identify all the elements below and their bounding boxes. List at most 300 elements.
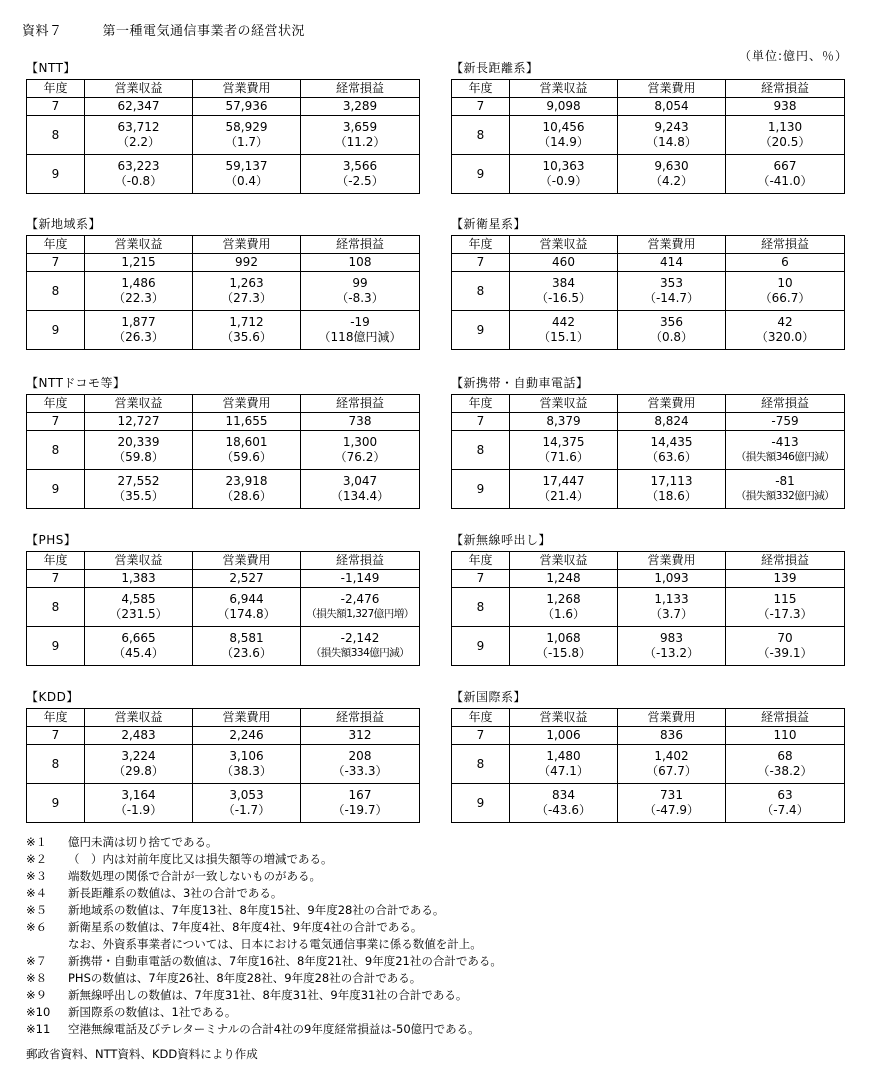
note-item [26, 953, 502, 970]
revenue-cell [510, 98, 618, 116]
table-row [452, 727, 845, 745]
expense-cell-value: 1,402 [654, 749, 689, 763]
expense-cell-value: 731 [660, 788, 683, 802]
note-item [26, 987, 502, 1004]
revenue-cell [85, 254, 193, 272]
table-header-row [452, 552, 845, 570]
column-header: 営業費用 [618, 552, 726, 570]
expense-cell-value: 57,936 [225, 99, 268, 113]
expense-cell-value: 1,263 [229, 276, 264, 290]
expense-cell-change: （3.7） [649, 607, 694, 621]
revenue-cell-change: （-16.5） [535, 291, 592, 305]
revenue-cell-value: 3,224 [121, 749, 156, 763]
table-row [27, 784, 420, 823]
revenue-cell [510, 413, 618, 431]
year-cell: 9 [27, 311, 85, 350]
column-header: 経常損益 [301, 236, 420, 254]
expense-cell-change: （38.3） [221, 764, 272, 778]
profit-cell-value: -2,476 [340, 592, 380, 606]
profit-cell [301, 727, 420, 745]
section-block [26, 375, 419, 509]
expense-cell-value: 8,054 [654, 99, 689, 113]
expense-cell [618, 570, 726, 588]
column-header: 営業費用 [193, 395, 301, 413]
year-cell: 7 [452, 570, 510, 588]
revenue-cell-value: 9,098 [546, 99, 581, 113]
expense-cell-value: 983 [660, 631, 683, 645]
column-header: 営業収益 [85, 552, 193, 570]
revenue-cell-value: 10,456 [542, 120, 585, 134]
profit-cell [726, 784, 845, 823]
year-cell: 7 [27, 727, 85, 745]
revenue-cell-change: （1.6） [541, 607, 586, 621]
note-item [26, 919, 502, 936]
revenue-cell-value: 1,068 [546, 631, 581, 645]
table-row [27, 727, 420, 745]
profit-cell [726, 627, 845, 666]
unit-note: （単位:億円、％） [738, 49, 848, 63]
expense-cell [618, 98, 726, 116]
column-header: 営業費用 [193, 552, 301, 570]
profit-cell-value: -413 [771, 435, 799, 449]
column-header: 営業収益 [85, 395, 193, 413]
revenue-cell [510, 784, 618, 823]
note-mark: ※４ [26, 886, 48, 900]
revenue-cell-value: 12,727 [117, 414, 160, 428]
column-header: 営業収益 [85, 709, 193, 727]
revenue-cell [85, 116, 193, 155]
column-header: 営業収益 [510, 80, 618, 98]
expense-cell [618, 116, 726, 155]
revenue-cell-change: （71.6） [538, 450, 589, 464]
table-row [27, 272, 420, 311]
profit-cell-value: -1,149 [340, 571, 380, 585]
revenue-cell [510, 155, 618, 194]
expense-cell [193, 98, 301, 116]
revenue-cell-change: （-1.9） [114, 803, 163, 817]
section-label: 【新携帯・自動車電話】 [451, 376, 589, 390]
title-label: 資料７ [22, 24, 63, 39]
year-cell: 9 [27, 784, 85, 823]
column-header: 経常損益 [301, 395, 420, 413]
profit-cell-change: （66.7） [759, 291, 811, 305]
revenue-cell-value: 4,585 [121, 592, 156, 606]
expense-cell [618, 431, 726, 470]
note-text: なお、外資系事業者については、日本における電気通信事業に係る数値を計上。 [68, 937, 482, 951]
note-item [26, 868, 502, 885]
revenue-cell [510, 745, 618, 784]
column-header: 営業収益 [85, 236, 193, 254]
note-item [26, 885, 502, 902]
revenue-cell [85, 470, 193, 509]
profit-cell-value: 70 [777, 631, 793, 645]
table-row [27, 745, 420, 784]
year-cell: 8 [27, 431, 85, 470]
revenue-cell-value: 1,248 [546, 571, 581, 585]
revenue-cell-value: 63,712 [117, 120, 160, 134]
table-row [27, 470, 420, 509]
section-block [451, 532, 844, 666]
profit-cell-value: 1,300 [342, 435, 378, 449]
revenue-cell [510, 431, 618, 470]
expense-cell-change: （1.7） [224, 135, 269, 149]
column-header: 営業収益 [510, 552, 618, 570]
source-note: 郵政省資料、NTT資料、KDD資料により作成 [26, 1047, 258, 1061]
revenue-cell-value: 3,164 [121, 788, 156, 802]
revenue-cell [85, 570, 193, 588]
revenue-cell-value: 14,375 [542, 435, 585, 449]
expense-cell [618, 727, 726, 745]
year-cell: 7 [452, 254, 510, 272]
profit-cell [301, 431, 420, 470]
revenue-cell [85, 627, 193, 666]
profit-cell-change: （-33.3） [332, 764, 388, 778]
column-header: 年度 [452, 236, 510, 254]
table-row [452, 431, 845, 470]
expense-cell [193, 413, 301, 431]
column-header: 経常損益 [726, 236, 845, 254]
column-header: 営業費用 [618, 236, 726, 254]
revenue-cell-value: 1,480 [546, 749, 581, 763]
expense-cell [618, 254, 726, 272]
expense-cell-change: （35.6） [221, 330, 272, 344]
profit-cell [301, 272, 420, 311]
column-header: 経常損益 [301, 552, 420, 570]
profit-cell-change: （134.4） [330, 489, 390, 503]
note-text: 端数処理の関係で合計が一致しないものがある。 [68, 869, 321, 883]
column-header: 年度 [452, 395, 510, 413]
section-label: 【NTTドコモ等】 [26, 376, 126, 390]
table-header-row [452, 709, 845, 727]
revenue-cell [510, 254, 618, 272]
expense-cell-value: 23,918 [225, 474, 268, 488]
note-mark: ※９ [26, 988, 48, 1002]
column-header: 経常損益 [726, 552, 845, 570]
revenue-cell-change: （22.3） [113, 291, 164, 305]
table-row [452, 98, 845, 116]
revenue-cell-value: 460 [552, 255, 575, 269]
revenue-cell-value: 10,363 [542, 159, 585, 173]
table-row [452, 470, 845, 509]
profit-cell-value: 99 [352, 276, 368, 290]
profit-cell [726, 155, 845, 194]
note-item [26, 834, 502, 851]
note-text: 億円未満は切り捨てである。 [68, 835, 218, 849]
expense-cell [193, 745, 301, 784]
table-header-row [452, 395, 845, 413]
table-row [27, 588, 420, 627]
section-label: 【新長距離系】 [451, 61, 539, 75]
profit-cell [301, 98, 420, 116]
expense-cell-value: 1,712 [229, 315, 264, 329]
column-header: 経常損益 [726, 709, 845, 727]
revenue-cell [510, 627, 618, 666]
table-header-row [27, 395, 420, 413]
section-label: 【KDD】 [26, 690, 79, 704]
table-row [452, 116, 845, 155]
expense-cell-change: （27.3） [221, 291, 272, 305]
profit-cell [301, 470, 420, 509]
revenue-cell [85, 272, 193, 311]
note-item [26, 851, 502, 868]
column-header: 年度 [27, 80, 85, 98]
note-mark: ※８ [26, 971, 48, 985]
column-header: 経常損益 [301, 80, 420, 98]
profit-cell-value: 738 [348, 414, 372, 428]
profit-cell-value: 938 [773, 99, 797, 113]
revenue-cell-change: （-43.6） [535, 803, 592, 817]
expense-cell [618, 272, 726, 311]
column-header: 年度 [452, 552, 510, 570]
profit-cell-change: （20.5） [759, 135, 811, 149]
revenue-cell [510, 588, 618, 627]
revenue-cell-change: （-15.8） [535, 646, 592, 660]
profit-cell-value: 3,659 [342, 120, 378, 134]
year-cell: 8 [452, 431, 510, 470]
table-row [452, 413, 845, 431]
revenue-cell-change: （29.8） [113, 764, 164, 778]
year-cell: 9 [452, 784, 510, 823]
revenue-cell-value: 1,006 [546, 728, 581, 742]
column-header: 営業収益 [510, 395, 618, 413]
column-header: 経常損益 [726, 80, 845, 98]
note-text: 空港無線電話及びテレターミナルの合計4社の9年度経常損益は-50億円である。 [68, 1022, 480, 1036]
profit-cell-value: 208 [348, 749, 372, 763]
table-row [27, 155, 420, 194]
expense-cell-value: 992 [235, 255, 258, 269]
financial-table [451, 394, 845, 509]
profit-cell [726, 727, 845, 745]
column-header: 年度 [27, 552, 85, 570]
table-header-row [27, 80, 420, 98]
year-cell: 7 [27, 254, 85, 272]
section-block [451, 60, 844, 194]
revenue-cell-change: （231.5） [109, 607, 168, 621]
expense-cell [193, 627, 301, 666]
revenue-cell [85, 745, 193, 784]
financial-table [451, 551, 845, 666]
section-block [26, 689, 419, 823]
profit-cell-value: 3,566 [342, 159, 378, 173]
revenue-cell [85, 311, 193, 350]
expense-cell-change: （0.8） [649, 330, 694, 344]
profit-cell [301, 627, 420, 666]
expense-cell-change: （28.6） [221, 489, 272, 503]
revenue-cell [85, 784, 193, 823]
expense-cell-change: （23.6） [221, 646, 272, 660]
table-header-row [452, 236, 845, 254]
note-text: 新長距離系の数値は、3社の合計である。 [68, 886, 283, 900]
year-cell: 9 [452, 155, 510, 194]
note-mark: ※６ [26, 920, 48, 934]
column-header: 営業費用 [193, 80, 301, 98]
expense-cell-value: 18,601 [225, 435, 268, 449]
expense-cell-value: 836 [660, 728, 683, 742]
profit-cell-change: （76.2） [334, 450, 386, 464]
notes-list [26, 834, 502, 1038]
year-cell: 7 [452, 98, 510, 116]
expense-cell [193, 116, 301, 155]
profit-cell-change: （損失額332億円減） [735, 490, 835, 502]
year-cell: 8 [27, 745, 85, 784]
revenue-cell-value: 442 [552, 315, 575, 329]
table-row [452, 272, 845, 311]
expense-cell-change: （67.7） [646, 764, 697, 778]
table-header-row [27, 236, 420, 254]
profit-cell-value: 68 [777, 749, 793, 763]
profit-cell-value: 42 [777, 315, 793, 329]
profit-cell-value: 6 [781, 255, 789, 269]
revenue-cell-change: （14.9） [538, 135, 589, 149]
revenue-cell-change: （45.4） [113, 646, 164, 660]
expense-cell-change: （-1.7） [222, 803, 271, 817]
table-header-row [27, 709, 420, 727]
profit-cell [301, 588, 420, 627]
revenue-cell [510, 727, 618, 745]
section-block [26, 60, 419, 194]
expense-cell-change: （0.4） [224, 174, 269, 188]
financial-table [451, 235, 845, 350]
profit-cell-change: （-8.3） [336, 291, 384, 305]
profit-cell-value: 10 [777, 276, 793, 290]
table-row [27, 413, 420, 431]
table-row [452, 254, 845, 272]
column-header: 年度 [452, 80, 510, 98]
note-text: （ ）内は対前年度比又は損失額等の増減である。 [68, 852, 333, 866]
profit-cell-value: 167 [348, 788, 372, 802]
expense-cell-value: 9,243 [654, 120, 689, 134]
revenue-cell-value: 20,339 [117, 435, 160, 449]
year-cell: 9 [452, 627, 510, 666]
profit-cell-value: 3,289 [342, 99, 378, 113]
revenue-cell [85, 588, 193, 627]
financial-table [26, 551, 420, 666]
expense-cell-value: 2,527 [229, 571, 264, 585]
profit-cell-value: 312 [348, 728, 372, 742]
expense-cell [193, 570, 301, 588]
revenue-cell-value: 27,552 [117, 474, 160, 488]
profit-cell-value: -19 [350, 315, 370, 329]
financial-table [26, 79, 420, 194]
revenue-cell [85, 98, 193, 116]
expense-cell [618, 470, 726, 509]
profit-cell-change: （損失額346億円減） [735, 451, 835, 463]
profit-cell-value: 115 [773, 592, 797, 606]
revenue-cell [510, 311, 618, 350]
revenue-cell-change: （21.4） [538, 489, 589, 503]
expense-cell-change: （14.8） [646, 135, 697, 149]
expense-cell-value: 58,929 [225, 120, 268, 134]
note-mark: ※10 [26, 1005, 51, 1019]
revenue-cell [510, 116, 618, 155]
expense-cell-value: 8,581 [229, 631, 264, 645]
expense-cell-change: （63.6） [646, 450, 697, 464]
note-mark: ※５ [26, 903, 48, 917]
profit-cell-value: 110 [773, 728, 797, 742]
expense-cell [193, 727, 301, 745]
revenue-cell-change: （2.2） [116, 135, 161, 149]
expense-cell-value: 14,435 [650, 435, 693, 449]
profit-cell-value: 108 [348, 255, 372, 269]
expense-cell-change: （18.6） [646, 489, 697, 503]
expense-cell-value: 6,944 [229, 592, 264, 606]
section-block [451, 216, 844, 350]
revenue-cell-value: 8,379 [546, 414, 581, 428]
revenue-cell-value: 1,486 [121, 276, 156, 290]
expense-cell [193, 470, 301, 509]
revenue-cell-value: 1,215 [121, 255, 156, 269]
table-row [27, 254, 420, 272]
expense-cell-change: （-14.7） [643, 291, 700, 305]
expense-cell-change: （-13.2） [643, 646, 700, 660]
section-block [26, 532, 419, 666]
expense-cell-value: 1,093 [654, 571, 689, 585]
revenue-cell-value: 1,268 [546, 592, 581, 606]
expense-cell [618, 155, 726, 194]
revenue-cell-change: （-0.9） [539, 174, 588, 188]
table-row [452, 570, 845, 588]
expense-cell-value: 414 [660, 255, 683, 269]
financial-table [26, 235, 420, 350]
revenue-cell-value: 1,877 [121, 315, 156, 329]
section-label: 【新衛星系】 [451, 217, 527, 231]
expense-cell-value: 3,053 [229, 788, 264, 802]
section-label: 【PHS】 [26, 533, 77, 547]
profit-cell [726, 745, 845, 784]
revenue-cell-value: 17,447 [542, 474, 585, 488]
profit-cell-change: （11.2） [334, 135, 386, 149]
profit-cell [301, 254, 420, 272]
expense-cell [193, 784, 301, 823]
expense-cell-change: （59.6） [221, 450, 272, 464]
note-text: 新携帯・自動車電話の数値は、7年度16社、8年度21社、9年度21社の合計である。 [68, 954, 502, 968]
profit-cell-value: 3,047 [342, 474, 378, 488]
revenue-cell-value: 1,383 [121, 571, 156, 585]
expense-cell-change: （4.2） [649, 174, 694, 188]
year-cell: 9 [27, 627, 85, 666]
note-text: PHSの数値は、7年度26社、8年度28社、9年度28社の合計である。 [68, 971, 422, 985]
expense-cell [618, 784, 726, 823]
section-label: 【NTT】 [26, 61, 76, 75]
table-row [452, 311, 845, 350]
table-row [27, 116, 420, 155]
note-text: 新衛星系の数値は、7年度4社、8年度4社、9年度4社の合計である。 [68, 920, 423, 934]
expense-cell [618, 627, 726, 666]
table-row [27, 570, 420, 588]
note-item [26, 1021, 502, 1038]
revenue-cell-change: （47.1） [538, 764, 589, 778]
note-text: 新国際系の数値は、1社である。 [68, 1005, 237, 1019]
profit-cell [726, 116, 845, 155]
section-label: 【新無線呼出し】 [451, 533, 552, 547]
revenue-cell-change: （26.3） [113, 330, 164, 344]
financial-table [451, 79, 845, 194]
expense-cell [193, 272, 301, 311]
year-cell: 8 [452, 272, 510, 311]
year-cell: 7 [27, 570, 85, 588]
profit-cell-change: （118億円減） [318, 330, 402, 344]
profit-cell-value: -759 [771, 414, 799, 428]
column-header: 営業費用 [618, 395, 726, 413]
year-cell: 8 [452, 588, 510, 627]
year-cell: 7 [452, 413, 510, 431]
profit-cell-change: （-17.3） [757, 607, 813, 621]
profit-cell [301, 311, 420, 350]
note-item [26, 1004, 502, 1021]
profit-cell-change: （損失額334億円減） [310, 647, 410, 659]
revenue-cell [85, 413, 193, 431]
note-mark: ※11 [26, 1022, 51, 1036]
